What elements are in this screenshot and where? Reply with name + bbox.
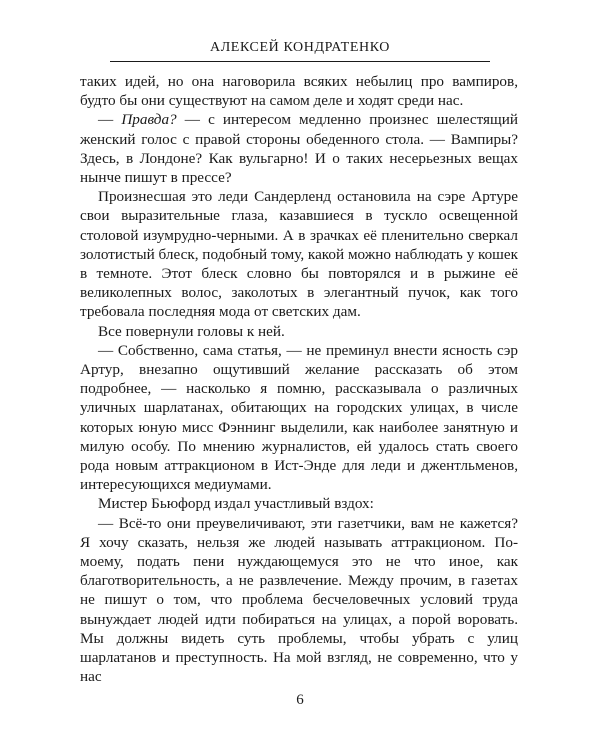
paragraph (80, 514, 518, 687)
paragraph-text: Мистер Бьюфорд издал участливый вздох: (98, 495, 374, 513)
paragraph-text: Произнесшая это леди Сандерленд остановила на сэре Артуре свои выразительные глаза, казавшиеся в тускло освещенной столовой изумрудно-черными. А в зрачках её пленительно сверкал золотистый блеск, подобный тому, какой можно наблюдать у кошек в темноте. Этот блеск словно бы повторялся и в рыжине её великолепных волос, заколотых в элегантный пучок, как того требовала последняя мода от светских дам. (80, 188, 518, 321)
paragraph-text: таких идей, но она наговорила всяких небылиц про вампиров, будто бы они существуют на самом деле и ходят среди нас. (80, 73, 518, 110)
body-text (80, 72, 518, 687)
paragraph (80, 494, 518, 513)
paragraph-text: — (98, 111, 122, 129)
paragraph (80, 110, 518, 187)
running-head-author: АЛЕКСЕЙ КОНДРАТЕНКО (110, 40, 490, 62)
paragraph (80, 187, 518, 321)
italic-text: Правда? (121, 111, 177, 129)
paragraph-text: — Собственно, сама статья, — не преминул внести ясность сэр Артур, внезапно ощутивший желание рассказать об этом подробнее, — насколько я помню, рассказывала о различных уличных шарлатанах, обитающих на городских улицах, в числе которых юную мисс Фэннинг выделили, как наиболее занятную и милую особу. По мнению журналистов, ей удалось стать своего рода новым аттракционом в Ист-Энде для леди и джентльменов, интересующихся медиумами. (80, 341, 518, 494)
paragraph (80, 72, 518, 110)
paragraph-text: — с интересом медленно произнес шелестящий женский голос с правой стороны обеденного стола. — Вампиры? Здесь, в Лондоне? Как вульгарно! И о таких несерьезных вещах нынче пишут в прессе? (80, 111, 518, 187)
paragraph (80, 322, 518, 341)
page-number: 6 (296, 692, 304, 708)
paragraph-text: Все повернули головы к ней. (98, 322, 285, 340)
paragraph (80, 341, 518, 495)
paragraph-text: — Всё-то они преувеличивают, эти газетчики, вам не кажется? Я хочу сказать, нельзя же людей называть аттракционом. По-моему, подать пени нуждающемуся это не что иное, как благотворительность, а не развлечение. Между прочим, в газетах не пишут о том, что проблема бесчеловечных условий труда вынуждает людей идти побираться на улицах, а порой воровать. Мы должны видеть суть проблемы, чтобы убрать с улиц шарлатанов и преступность. На мой взгляд, не современно, что у нас (80, 514, 518, 686)
